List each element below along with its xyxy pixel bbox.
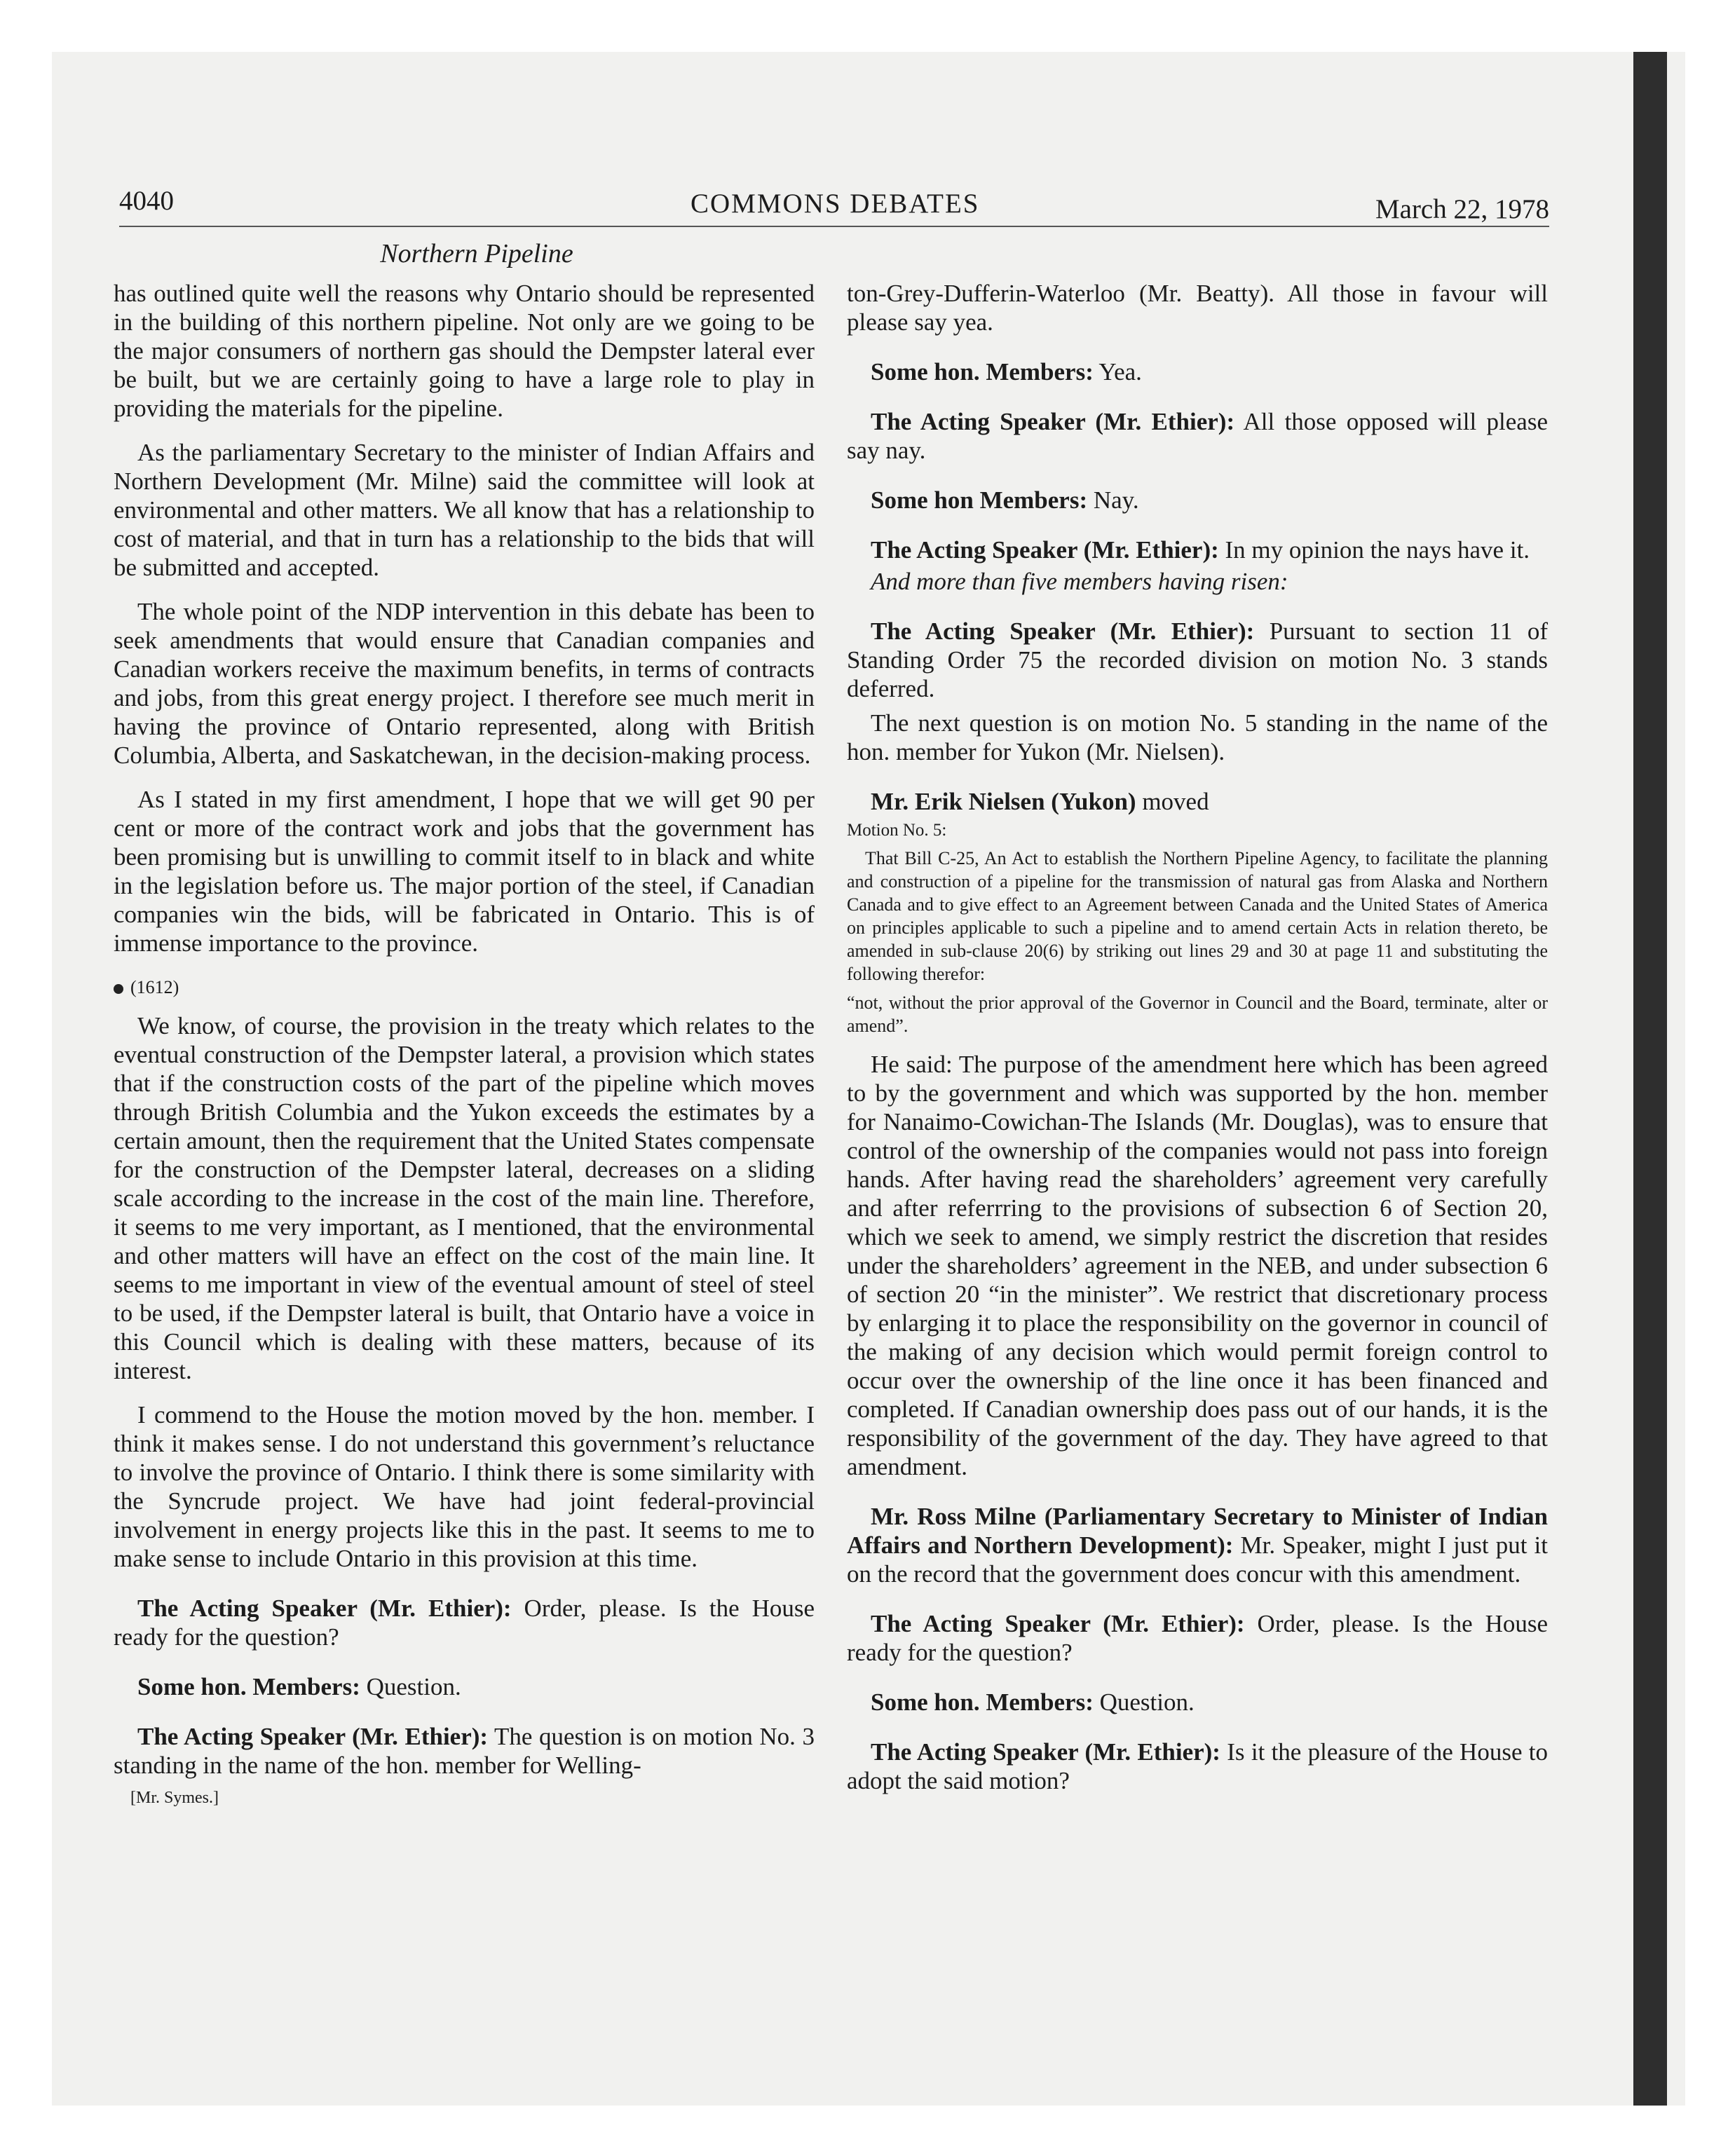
speaker-name: The Acting Speaker (Mr. Ethier): — [137, 1723, 489, 1750]
page-header — [119, 184, 1549, 227]
speaker-statement — [847, 1738, 1548, 1795]
speaker-text: All those opposed will please say nay. — [847, 408, 1548, 464]
procedural-note: And more than five members having risen: — [871, 568, 1288, 595]
page-date: March 22, 1978 — [1375, 194, 1549, 224]
motion-label: Motion No. 5: — [847, 821, 947, 840]
left-column — [114, 279, 815, 1813]
bullet-icon — [114, 984, 123, 994]
speaker-statement — [114, 1722, 815, 1780]
speaker-text: Is it the pleasure of the House to adopt the said motion? — [847, 1738, 1548, 1794]
paragraph: I commend to the House the motion moved by the hon. member. I think it makes sense. I do not understand this government’s reluctance to involve the province of Ontario. I think there is some similarity with the Syncrude project. We have had joint federal-provincial involvement in energy projects like this in the past. It seems to me to make sense to include Ontario in this provision at this time. — [114, 1401, 815, 1572]
speaker-name: Some hon. Members: — [871, 1688, 1094, 1716]
right-column — [847, 279, 1548, 1810]
speaker-name: The Acting Speaker (Mr. Ethier): — [137, 1595, 512, 1622]
motion-text: That Bill C-25, An Act to establish the Northern Pipeline Agency, to facilitate the planning and construction of a pipeline for the transmission of natural gas from Alaska and Northern Canada and to give effect to an Agreement between Canada and the United States of America on principles applicable to such a pipeline and to amend certain Acts in relation thereto, be amended in sub-clause 20(6) by striking out lines 29 and 30 at page 11 and substituting the following therefor: — [847, 848, 1548, 984]
speaker-statement — [847, 787, 1548, 816]
speaker-text: Nay. — [1093, 486, 1139, 514]
paragraph: The whole point of the NDP intervention in this debate has been to seek amendments that would ensure that Canadian companies and Canadian workers receive the maximum benefits, in terms of contracts and jobs, from this great energy project. I therefore see much merit in having the province of Ontario represented, along with British Columbia, Alberta, and Saskatchewan, in the decision-making process. — [114, 598, 815, 769]
paragraph: We know, of course, the provision in the treaty which relates to the eventual construction of the Dempster lateral, a provision which states that if the construction costs of the part of the pipeline which moves through British Columbia and the Yukon exceeds the estimates by a certain amount, then the requirement that the United States compensate for the construction of the Dempster lateral, decreases on a sliding scale according to the increase in the cost of the main line. Therefore, it seems to me very important, as I mentioned, that the environmental and other matters will have an effect on the cost of the main line. It seems to me important in view of the eventual amount of steel of steel to be used, if the Dempster lateral is built, that Ontario have a voice in this Council which is dealing with these matters, because of its interest. — [114, 1012, 815, 1384]
speaker-text: moved — [1142, 788, 1209, 815]
speaker-statement — [847, 535, 1548, 564]
page-number: 4040 — [119, 186, 174, 216]
speaker-name: The Acting Speaker (Mr. Ethier): — [871, 536, 1219, 564]
speaker-name: The Acting Speaker (Mr. Ethier): — [871, 408, 1235, 435]
speaker-name: Mr. Erik Nielsen (Yukon) — [871, 788, 1136, 815]
paragraph: has outlined quite well the reasons why Ontario should be represented in the building of this northern pipeline. Not only are we going to be the major consumers of northern gas should the Dempster lateral ever be built, but we are certainly going to have a large role to play in providing the materials for the pipeline. — [114, 280, 815, 422]
speaker-text: Question. — [1099, 1688, 1195, 1716]
speaker-text: Order, please. Is the House ready for the question? — [847, 1610, 1548, 1666]
paragraph: The next question is on motion No. 5 standing in the name of the hon. member for Yukon (Mr. Nielsen). — [847, 709, 1548, 765]
speaker-statement — [114, 1594, 815, 1651]
speaker-name: Some hon. Members: — [871, 358, 1094, 386]
speaker-statement — [847, 1609, 1548, 1667]
speaker-text: Yea. — [1098, 358, 1142, 386]
speaker-text: In my opinion the nays have it. — [1225, 536, 1530, 564]
speaker-statement — [847, 1502, 1548, 1588]
section-title: Northern Pipeline — [380, 239, 573, 268]
speaker-name: The Acting Speaker (Mr. Ethier): — [871, 1738, 1220, 1766]
paragraph: ton-Grey-Dufferin-Waterloo (Mr. Beatty). All those in favour will please say yea. — [847, 280, 1548, 336]
speaker-footer: [Mr. Symes.] — [130, 1789, 219, 1807]
speaker-name: The Acting Speaker (Mr. Ethier): — [871, 1610, 1245, 1637]
speaker-name: Some hon. Members: — [137, 1673, 360, 1700]
motion-quote: “not, without the prior approval of the Governor in Council and the Board, terminate, alter or amend”. — [847, 992, 1548, 1036]
speaker-statement — [847, 617, 1548, 703]
speaker-text: The question is on motion No. 3 standing in the name of the hon. member for Welling- — [114, 1723, 815, 1779]
speaker-name: Some hon Members: — [871, 486, 1088, 514]
speaker-text: Question. — [366, 1673, 461, 1700]
speaker-name: Mr. Ross Milne (Parliamentary Secretary to Minister of Indian Affairs and Northern Development): — [847, 1503, 1548, 1559]
speaker-text: Mr. Speaker, might I just put it on the record that the government does concur with this amendment. — [847, 1531, 1548, 1588]
paragraph: As the parliamentary Secretary to the minister of Indian Affairs and Northern Development (Mr. Milne) said the committee will look at environmental and other matters. We all know that has a relationship to cost of material, and that in turn has a relationship to the bids that will be submitted and accepted. — [114, 439, 815, 581]
speaker-statement — [114, 1672, 815, 1701]
speaker-name: The Acting Speaker (Mr. Ethier): — [871, 618, 1255, 645]
binding-edge — [1633, 52, 1667, 2106]
paragraph: He said: The purpose of the amendment here which has been agreed to by the government and which was supported by the hon. member for Nanaimo-Cowichan-The Islands (Mr. Douglas), was to ensure that control of the ownership of the companies would not pass into foreign hands. After having read the shareholders’ agreement very carefully and after referrring to the provisions of subsection 6 of Section 20, which we seek to amend, we simply restrict the discretion that resides under the shareholders’ agreement in the NEB, and under subsection 6 of section 20 “in the minister”. We restrict that discretionary process by enlarging it to place the responsibility on the governor in council of the making of any decision which would permit foreign control to occur over the ownership of the line once it has been financed and completed. If Canadian ownership does pass out of our hands, it is the responsibility of the government of the day. They have agreed to that amendment. — [847, 1051, 1548, 1480]
speaker-statement — [847, 486, 1548, 514]
speaker-text: Order, please. Is the House ready for the question? — [114, 1595, 815, 1651]
speaker-text: Pursuant to section 11 of Standing Order 75 the recorded division on motion No. 3 stands deferred. — [847, 618, 1548, 702]
speaker-statement — [847, 1688, 1548, 1717]
time-stamp-text: (1612) — [130, 977, 179, 997]
paragraph: As I stated in my first amendment, I hope that we will get 90 per cent or more of the contract work and jobs that the government has been promising but is unwilling to commit itself to in black and white in the legislation before us. The major portion of the steel, if Canadian companies win the bids, will be fabricated in Ontario. This is of immense importance to the province. — [114, 786, 815, 957]
publication-title: COMMONS DEBATES — [690, 189, 980, 219]
speaker-statement — [847, 407, 1548, 465]
speaker-statement — [847, 357, 1548, 386]
time-stamp — [114, 973, 815, 1002]
